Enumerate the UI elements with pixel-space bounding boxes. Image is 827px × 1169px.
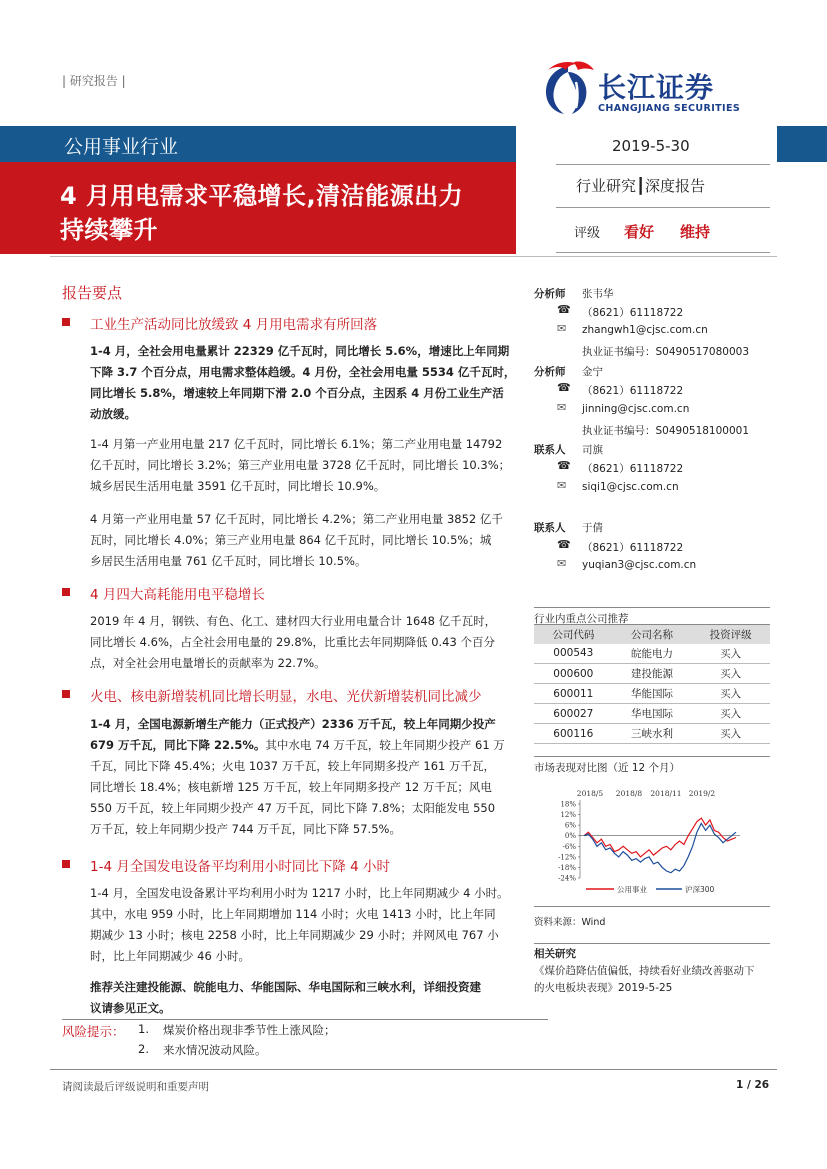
contact-role: 联系人 [534,444,566,456]
risk-item: 煤炭价格出现非季节性上涨风险； [163,1023,336,1037]
recommend-table [534,624,770,744]
rating-label: 评级 [574,226,601,241]
series-line-utilities [584,818,736,857]
blue-band-right [777,126,827,162]
company-code: 600027 [534,704,613,724]
chart-source: 资料来源：Wind [534,917,606,928]
company-rating: 买入 [691,684,770,704]
analyst-role: 分析师 [534,288,566,300]
email-icon: ✉ [557,557,567,570]
divider [534,607,770,608]
divider [556,207,770,208]
section-4-para-2: 推荐关注建投能源、皖能电力、华能国际、华电国际和三峡水利，详细投资建 议请参见正文。 [90,980,481,1015]
report-date: 2019-5-30 [612,137,690,155]
company-code: 600011 [534,684,613,704]
risk-divider [62,1019,548,1020]
table-header-row [534,625,770,644]
company-rating: 买入 [691,704,770,724]
table-header: 投资评级 [691,625,770,644]
y-tick-label: 0% [564,832,576,841]
section-bullet [62,318,70,326]
keypoints-title: 报告要点 [62,284,123,302]
logo-emblem-icon [538,60,598,118]
company-code: 600116 [534,724,613,744]
table-row [534,664,770,684]
contact-name: 于倩 [582,522,603,534]
contact-name: 司旗 [582,444,603,456]
table-row [534,644,770,664]
analyst-email[interactable]: zhangwh1@cjsc.com.cn [582,324,708,336]
section-bullet [62,860,70,868]
risk-label: 风险提示： [62,1024,125,1039]
divider [556,164,770,165]
red-band-left [0,162,50,254]
x-tick-label: 2018/8 [615,789,643,798]
company-name: 华电国际 [613,704,692,724]
y-tick-label: 6% [564,821,576,830]
related-item-line1[interactable]: 《煤价趋降估值偏低，持续看好业绩改善驱动下 [534,965,755,977]
section-heading-4: 1-4 月全国发电设备平均利用小时同比下降 4 小时 [90,859,391,875]
related-title: 相关研究 [534,948,576,960]
x-tick-label: 2019/2 [688,789,716,798]
report-category: 行业研究┃深度报告 [576,177,706,195]
email-icon: ✉ [557,322,567,335]
analyst-role: 分析师 [534,366,566,378]
market-performance-chart [534,780,770,900]
risk-item-num: 2. [138,1042,149,1056]
contact-phone: （8621）61118722 [582,542,684,554]
rating-change: 维持 [680,223,711,241]
section-bullet [62,690,70,698]
company-name: 三峡水利 [613,724,692,744]
divider [556,252,770,253]
company-rating: 买入 [691,724,770,744]
analyst-email[interactable]: jinning@cjsc.com.cn [582,403,690,415]
table-row [534,684,770,704]
report-title-line1: 4 月用电需求平稳增长,清洁能源出力 [60,182,464,210]
report-title-line2: 持续攀升 [60,216,158,244]
analyst-phone: （8621）61118722 [582,385,684,397]
section-3-para-1: 1-4 月，全国电源新增生产能力（正式投产）2336 万千瓦，较上年同期少投产 679 万千瓦，同比下降 22.5%。其中水电 74 万千瓦，较上年同期少投产 61 万 千瓦，同比下降 45.4%；火电 1037 万千瓦，较上年同期多投产 161 万千瓦， 同比增长 18.4%；核电新增 125 万千瓦，较上年同期多投产 12 万千瓦；风电 550 万千瓦，较上年同期少投产 47 万千瓦，同比下降 7.8%；太阳能发电 550 万千瓦，较上年同期少投产 744 万千瓦，同比下降 57.5%。 [90,717,505,836]
email-icon: ✉ [557,479,567,492]
phone-icon: ☎ [557,381,571,394]
related-item-line2[interactable]: 的火电板块表现》2019-5-25 [534,982,673,994]
contact-email[interactable]: yuqian3@cjsc.com.cn [582,559,697,571]
y-tick-label: -6% [562,842,576,851]
email-icon: ✉ [557,401,567,414]
blue-band-left [0,126,50,162]
report-type-tag: | 研究报告 | [62,74,126,88]
y-tick-label: -12% [558,853,576,862]
section-heading-1: 工业生产活动同比放缓致 4 月用电需求有所回落 [90,317,378,333]
analyst-phone: （8621）61118722 [582,307,684,319]
company-code: 000600 [534,664,613,684]
section-1-para-2: 1-4 月第一产业用电量 217 亿千瓦时，同比增长 6.1%；第二产业用电量 14792 亿千瓦时，同比增长 3.2%；第三产业用电量 3728 亿千瓦时，同比增长 10.3%； 城乡居民生活用电量 3591 亿千瓦时，同比增长 10.9%。 [90,437,511,493]
company-code: 000543 [534,644,613,664]
industry-label: 公用事业行业 [64,136,179,158]
section-heading-2: 4 月四大高耗能用电平稳增长 [90,587,265,603]
analyst-cert: 执业证书编号：S0490517080003 [582,346,750,358]
x-tick-label: 2018/5 [576,789,604,798]
x-tick-label: 2018/11 [650,789,682,798]
analyst-cert: 执业证书编号：S0490518100001 [582,425,750,437]
legend-label: 沪深300 [685,885,715,894]
table-header: 公司名称 [613,625,692,644]
section-bullet [62,588,70,596]
section-4-para-1: 1-4 月，全国发电设备累计平均利用小时为 1217 小时，比上年同期减少 4 小时。 其中，水电 959 小时，比上年同期增加 114 小时；火电 1413 小时，比上年同 期减少 13 小时；核电 2258 小时，比上年同期减少 29 小时；并网风电 767 小 时，比上年同期减少 46 小时。 [90,886,509,963]
divider [534,756,770,757]
company-name: 建投能源 [613,664,692,684]
page-number: 1 / 26 [736,1079,770,1091]
logo-text-cn: 长江证券 [598,71,715,104]
series-line-csi300 [584,823,736,872]
table-header: 公司代码 [534,625,613,644]
rating-value: 看好 [624,223,655,241]
y-tick-label: -24% [558,874,576,883]
company-rating: 买入 [691,644,770,664]
section-1-para-3: 4 月第一产业用电量 57 亿千瓦时，同比增长 4.2%；第二产业用电量 3852 亿千 瓦时，同比增长 4.0%；第三产业用电量 864 亿千瓦时，同比增长 10.5%；城 乡居民生活用电量 761 亿千瓦时，同比增长 10.5%。 [90,512,503,568]
divider [534,943,770,944]
section-1-para-1: 1-4 月，全社会用电量累计 22329 亿千瓦时，同比增长 5.6%，增速比上年同期 下降 3.7 个百分点，用电需求整体趋缓。4 月份，全社会用电量 5534 亿千瓦时， 同比增长 5.8%，增速较上年同期下滑 2.0 个百分点，主因系 4 月份工业生产活 动放缓。 [90,344,516,421]
phone-icon: ☎ [557,303,571,316]
divider [534,906,770,907]
table-row [534,704,770,724]
analyst-name: 张韦华 [582,288,614,300]
y-tick-label: 18% [560,800,576,809]
logo-text-en: CHANGJIANG SECURITIES [598,103,741,114]
legend-label: 公用事业 [617,885,647,894]
risk-item-num: 1. [138,1022,149,1036]
risk-item: 来水情况波动风险。 [163,1043,267,1057]
contact-role: 联系人 [534,522,566,534]
section-heading-3: 火电、核电新增装机同比增长明显，水电、光伏新增装机同比减少 [90,689,482,705]
phone-icon: ☎ [557,538,571,551]
company-rating: 买入 [691,664,770,684]
y-tick-label: -18% [558,863,576,872]
table-row [534,724,770,744]
recommend-title: 行业内重点公司推荐 [534,613,629,625]
company-name: 华能国际 [613,684,692,704]
footer-disclaimer[interactable]: 请阅读最后评级说明和重要声明 [62,1081,209,1093]
phone-icon: ☎ [557,459,571,472]
company-name: 皖能电力 [613,644,692,664]
analyst-name: 金宁 [582,366,603,378]
footer-divider [50,1069,777,1070]
header-divider [50,256,777,257]
contact-phone: （8621）61118722 [582,463,684,475]
contact-email[interactable]: siqi1@cjsc.com.cn [582,481,679,493]
chart-title: 市场表现对比图（近 12 个月） [534,762,681,774]
section-2-para-1: 2019 年 4 月，钢铁、有色、化工、建材四大行业用电量合计 1648 亿千瓦时， 同比增长 4.6%，占全社会用电量的 29.8%，比重比去年同期降低 0.43 个百分 点，对全社会用电量增长的贡献率为 22.7%。 [90,614,497,670]
y-tick-label: 12% [560,811,576,820]
